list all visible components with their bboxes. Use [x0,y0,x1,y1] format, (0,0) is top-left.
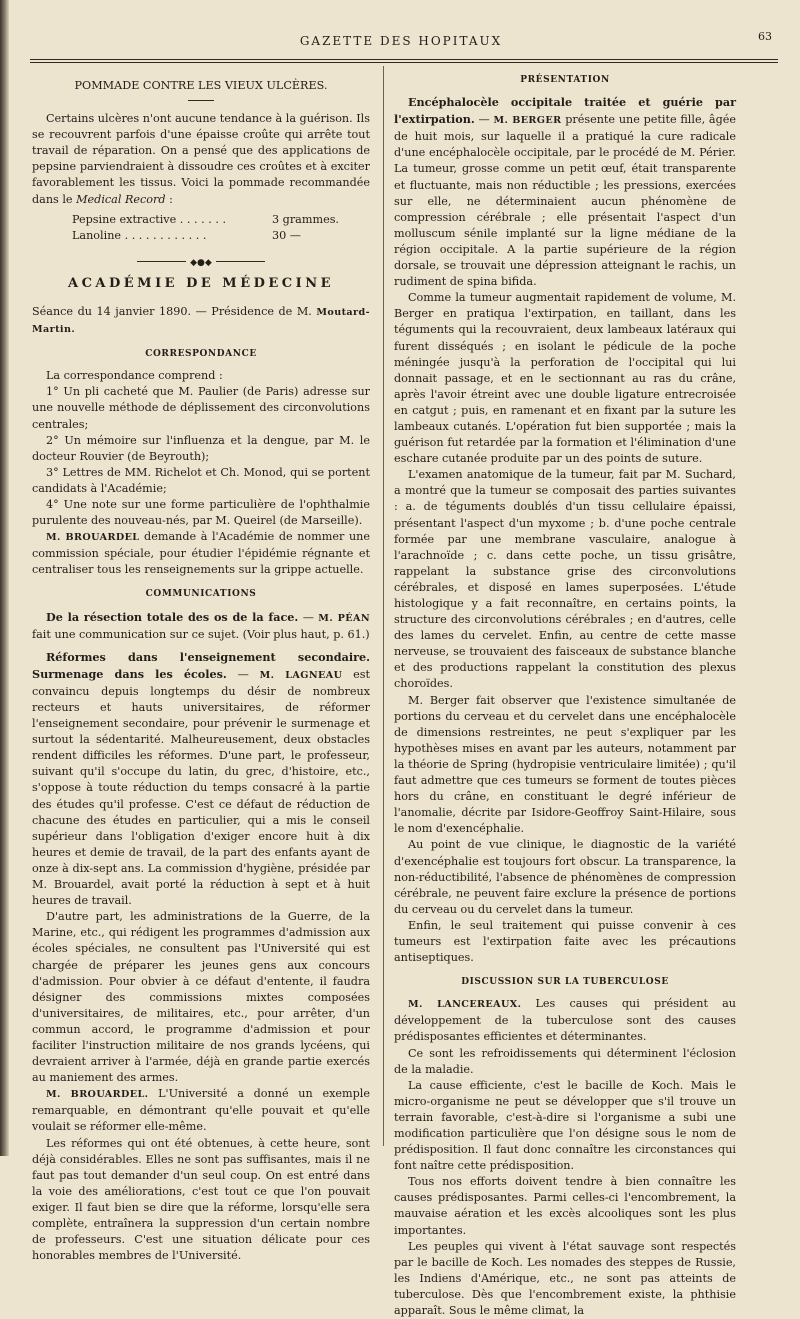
speaker-name: M. BROUARDEL [46,532,140,544]
paragraph: Ce sont les refroidissements qui déterminent l'éclosion de la maladie. [394,1046,736,1076]
correspondance-intro: La correspondance comprend : [46,369,223,383]
resection-title: De la résection totale des os de la face. [46,609,299,624]
paragraph: La cause efficiente, c'est le bacille de Koch. Mais le micro-organisme ne peut se développer que s'il trouve un terrain favorable, c'est-à-dire si l'organisme a subi une modification particulière que l'on désigne sous le nom de prédisposition. Il faut donc connaître les circonstances qui font naître cette prédisposition. [394,1078,736,1173]
correspondance-item: 1° Un pli cacheté que M. Paulier (de Paris) adresse sur une nouvelle méthode de déplissement des circonvolutions centrales; [32,385,370,431]
paragraph: L'examen anatomique de la tumeur, fait par M. Suchard, a montré que la tumeur se composait des parties suivantes : a. de téguments doublés d'un tissu cellulaire épaissi, présentant l'aspect d'un myxome ; b. d'une poche centrale formée par une membrane vasculaire, analogue à l'arachnoïde ; c. dans cette poche, un tissu grisâtre, rappelant la substance grise des circonvolutions cérébrales, et disposé en lames superposées. L'étude histologique y a fait reconnaître, en certains points, la structure des circonvolutions cérébrales ; en d'autres, celle des lames du cervelet. Enfin, au centre de cette masse nerveuse, se trouvaient des faisceaux de substance blanche et des productions rappelant la constitution des plexus choroïdes. [394,468,736,691]
correspondance-heading: CORRESPONDANCE [145,349,257,360]
pommade-text: Certains ulcères n'ont aucune tendance à la guérison. Ils se recouvrent parfois d'une épaisse croûte qui arrête tout travail de réparation. On a pensé que des applications de pepsine parviendraient à dissoudre ces croûtes et à exciter favorablement les tissus. Voici la pommade recommandée dans le [32,112,370,206]
header-rule-thin [30,62,778,63]
president-name: Moutard-Martin. [32,306,370,336]
pommade-text-end: : [165,192,173,206]
recipe-line [72,228,370,244]
dash: — [474,113,494,127]
paragraph: Les peuples qui vivent à l'état sauvage sont respectés par le bacille de Koch. Les nomades des steppes de Russie, les Indiens d'Amérique, etc., ne sont pas atteints de tuberculose. Dès que l'encombrement existe, la phthisie apparaît. Sous le même climat, la [394,1239,736,1318]
correspondance-item: 3° Lettres de MM. Richelot et Ch. Monod, qui se portent candidats à l'Académie; [32,465,370,495]
correspondance-item: 2° Un mémoire sur l'influenza et la dengue, par M. le docteur Rouvier (de Beyrouth); [32,433,370,463]
academie-title: ACADÉMIE DE MÉDECINE [67,275,334,291]
correspondance-item: 4° Une note sur une forme particulière de l'ophthalmie purulente des nouveau-nés, par M. Queirel (de Marseille). [32,497,370,528]
discussion-heading: DISCUSSION SUR LA TUBERCULOSE [461,977,669,988]
recipe-line [72,212,370,228]
communications-heading: COMMUNICATIONS [145,589,257,600]
paragraph: Enfin, le seul traitement qui puisse convenir à ces tumeurs est l'extirpation faite avec les précautions antiseptiques. [394,918,736,965]
brouardel-paragraph [32,529,370,578]
brouardel-text: demande à l'Académie de nommer une commission spéciale, pour étudier l'épidémie régnante et centraliser tous les renseignements sur la grippe actuelle. [32,530,370,577]
dash: — [298,610,319,624]
pommade-paragraph [32,111,370,208]
speaker-name: M. PÉAN [318,612,370,624]
medical-record-source: Medical Record [76,192,166,206]
discussion-paragraph [394,996,736,1045]
paragraph: M. Berger fait observer que l'existence simultanée de portions du cerveau et du cervelet dans une encéphalocèle de dimensions restreintes, ne peut s'expliquer par les hypothèses mises en avant par les auteurs, notamment par la théorie de Spring (hydropisie ventriculaire limitée) ; qu'il faut admettre que ces tumeurs se forment de toutes pièces hors du crâne, en constituant le degré inférieur de l'anomalie, décrite par Isidore-Geoffroy Saint-Hilaire, sous le nom d'exencéphalie. [394,693,736,836]
presentation-heading: PRÉSENTATION [520,75,610,85]
speaker-name: M. LAGNEAU [259,669,343,681]
running-title: GAZETTE DES HOPITAUX [299,34,503,48]
paragraph: D'autre part, les administrations de la Guerre, de la Marine, etc., qui rédigent les programmes d'admission aux écoles spéciales, ne consultent pas l'Université qui est chargée de préparer les jeunes gens aux concours d'admission. Pour obvier à ce défaut d'entente, il faudra désigner des commissions mixtes composées d'universitaires, de militaires, etc., pour arrêter, d'un commun accord, le programme d'admission et pour faciliter l'instruction militaire de nos grands lycéens, qui devraient arriver à l'armée, déjà en grande partie exercés au maniement des armes. [32,910,370,1085]
session-line [32,304,370,338]
recipe-ingredient: Lanoline . . . . . . . . . . . . [72,228,207,242]
section-ornament: ◆●◆ [32,254,370,268]
resection-text: fait une communication sur ce sujet. (Voir plus haut, p. 61.) [32,627,370,641]
brouardel-reply-paragraph [32,1086,370,1135]
paragraph: Comme la tumeur augmentait rapidement de volume, M. Berger en pratiqua l'extirpation, en taillant, dans les téguments qui la recouvraient, deux lambeaux latéraux qui furent disséqués ; en isolant le pédicule de la poche méningée jusqu'à la perforation de l'occipital qui lui donnait passage, et en le sectionnant au ras du crâne, après l'avoir étreint avec une double ligature entrecroisée en catgut ; puis, en ramenant et en fixant par la suture les lambeaux cutanés. L'opération fut bien supportée ; mais la guérison fut retardée par la formation et l'élimination d'une eschare cutanée produite par un des points de suture. [394,291,736,466]
paragraph: Tous nos efforts doivent tendre à bien connaître les causes prédisposantes. Parmi celles-ci l'encombrement, la mauvaise aération et les excès alcooliques sont les plus importantes. [394,1175,736,1237]
dash: — [226,667,260,681]
reformes-paragraph [32,649,370,910]
page-header [24,30,778,58]
page-binding-edge [0,0,9,1156]
speaker-name: M. BROUARDEL. [46,1089,149,1101]
brouardel-reply-text: L'Université a donné un exemple remarquable, en démontrant qu'elle pouvait et qu'elle voulait se réformer elle-même. [32,1087,370,1134]
resection-paragraph [32,609,370,643]
recipe-quantity: 3 grammes. [272,212,339,226]
reformes-text: est convaincu depuis longtemps du désir de nombreux recteurs et hauts universitaires, de réformer l'enseignement secondaire, pour prévenir le surmenage et surtout la sédentarité. Malheureusement, deux obstacles rendent difficiles les réformes. D'une part, le professeur, suivant qu'il s'occupe du latin, du grec, d'histoire, etc., s'oppose à toute réduction du temps consacré à la partie des études qu'il professe. C'est ce défaut de réduction de chacune des études en particulier, qui a mis le conseil supérieur dans l'obligation d'exiger encore huit à dix heures et demie de travail, de la part des enfants ayant de onze à dix-sept ans. La commission d'hygiène, présidée par M. Brouardel, avait porté la réduction à sept et à huit heures de travail. [32,667,371,908]
title-rule [188,100,214,101]
pommade-title: POMMADE CONTRE LES VIEUX ULCÈRES. [74,79,328,92]
presentation-text: présente une petite fille, âgée de huit mois, sur laquelle il a pratiqué la cure radicale d'une encéphalocèle occipitale, par le procédé de M. Périer. La tumeur, grosse comme un petit œuf, était transparente et fluctuante, mais non réductible ; les pressions, exercées sur elle, ne déterminaient aucun phénomène de compression cérébrale ; elle présentait l'aspect d'un molluscum sénile implanté sur la ligne médiane de la région occipitale. A la partie supérieure de la région dorsale, se trouvait une dépression atteignant le rachis, un rudiment de spina bifida. [394,113,736,289]
speaker-name: M. BERGER [493,115,562,127]
paragraph: Au point de vue clinique, le diagnostic de la variété d'exencéphalie est toujours fort obscur. La transparence, la non-réductibilité, l'absence de phénomènes de compression cérébrale, ne peuvent faire exclure la présence de portions du cerveau ou du cervelet dans la tumeur. [394,838,736,916]
recipe-quantity: 30 — [272,228,301,242]
reformes-title: Réformes dans l'enseignement secondaire. Surmenage dans les écoles. [32,649,370,681]
header-rule-thick [30,59,778,60]
discussion-text: Les causes qui président au développement de la tuberculose sont des causes prédisposantes efficientes et déterminantes. [394,997,736,1044]
paragraph: Les réformes qui ont été obtenues, à cette heure, sont déjà considérables. Elles ne sont pas suffisantes, mais il ne faut pas tout demander d'un seul coup. On est entré dans la voie des améliorations, c'est tout ce que l'on pouvait exiger. Il faut bien se dire que la réforme, lorsqu'elle sera complète, entraînera la suppression d'un certain nombre de professeurs. C'est une situation délicate pour ces honorables membres de l'Université. [32,1136,370,1263]
presentation-title: Encéphalocèle occipitale traitée et guérie par l'extirpation. [394,95,736,127]
recipe [72,212,370,244]
session-text: Séance du 14 janvier 1890. — Présidence de M. [32,304,317,318]
recipe-ingredient: Pepsine extractive . . . . . . . [72,212,227,226]
presentation-paragraph [394,94,736,290]
page-number: 63 [758,30,772,43]
right-column [394,72,736,1319]
column-divider [383,66,384,1146]
speaker-name: M. LANCEREAUX. [408,999,522,1011]
left-column [32,72,370,1264]
